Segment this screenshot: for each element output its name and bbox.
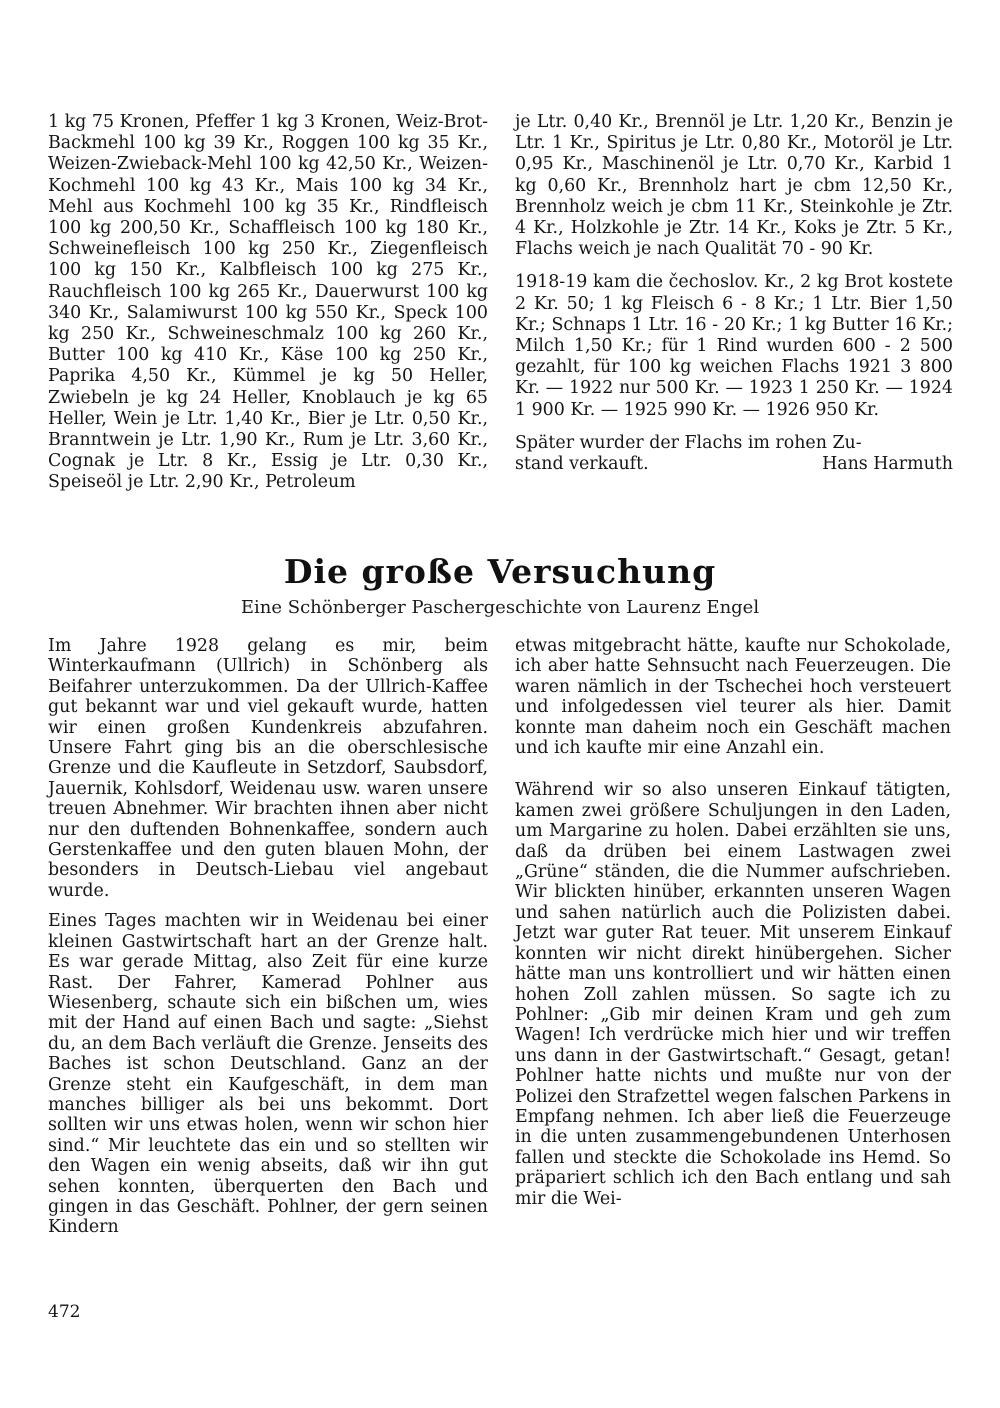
article-paragraph: Während wir so also unseren Einkauf tätigten, kamen zwei größere Schuljungen in den Laden, um Margarine zu holen. Dabei erzählten sie uns, daß da drüben bei einem Lastwagen zwei „Grüne“ ständen, die die Nummer aufschrieben. Wir blickten hinüber, erkannten unseren Wagen und sahen natürlich auch die Polizisten dabei. Jetzt war guter Rat teuer. Mit unserem Einkauf konnten wir nicht direkt hinübergehen. Sicher hätte man uns kontrolliert und wir hätten einen hohen Zoll zahlen müssen. So sagte ich zu Pohlner: „Gib mir deinen Kram und geh zum Wagen! Ich verdrücke mich hier und wir treffen uns dann in der Gastwirtschaft.“ Gesagt, getan! Pohlner hatte nichts und mußte nur von der Polizei den Strafzettel wegen falschen Parkens in Empfang nehmen. Ich aber ließ die Feuerzeuge in die unten zusammengebundenen Unterhosen fallen und steckte die Schokolade ins Hemd. So präpariert schlich ich den Bach entlang und sah mir die Wei- <box>515 780 951 1209</box>
closing-paragraph <box>515 433 953 475</box>
closing-line-1: Später wurder der Flachs im rohen Zu- <box>515 432 862 453</box>
article-title: Die große Versuchung <box>283 552 717 591</box>
article-paragraph: Eines Tages machten wir in Weidenau bei einer kleinen Gastwirtschaft hart an der Grenze halt. Es war gerade Mittag, also Zeit für eine kurze Rast. Der Fahrer, Kamerad Pohlner aus Wiesenberg, schaute sich ein bißchen um, wies mit der Hand auf einen Bach und sagte: „Siehst du, an dem Bach verläuft die Grenze. Jenseits des Baches ist schon Deutschland. Ganz an der Grenze steht ein Kaufgeschäft, in dem man manches billiger als bei uns bekommt. Dort sollten wir uns etwas holen, wenn wir schon hier sind.“ Mir leuchtete das ein und so stellten wir den Wagen ein wenig abseits, daß wir ihn gut sehen konnten, überquerten den Bach und gingen in das Geschäft. Pohlner, der gern seinen Kindern <box>48 911 488 1238</box>
article-subtitle: Eine Schönberger Paschergeschichte von Laurenz Engel <box>240 597 760 618</box>
article-paragraph: etwas mitgebracht hätte, kaufte nur Schokolade, ich aber hatte Sehnsucht nach Feuerzeugen. Die waren nämlich in der Tschechei hoch versteuert und infolgedessen viel teurer als hier. Damit konnte man daheim noch ein Geschäft machen und ich kaufte mir eine Anzahl ein. <box>515 636 951 759</box>
article-left-column <box>48 636 488 1238</box>
closing-signature-line <box>515 454 953 475</box>
price-list-paragraph: 1 kg 75 Kronen, Pfeffer 1 kg 3 Kronen, Weiz-Brot-Backmehl 100 kg 39 Kr., Roggen 100 kg 35 Kr., Weizen-Zwieback-Mehl 100 kg 42,50 Kr., Weizen-Kochmehl 100 kg 43 Kr., Mais 100 kg 34 Kr., Mehl aus Kochmehl 100 kg 35 Kr., Rindfleisch 100 kg 200,50 Kr., Schaffleisch 100 kg 180 Kr., Schweinefleisch 100 kg 250 Kr., Ziegenfleisch 100 kg 150 Kr., Kalbfleisch 100 kg 275 Kr., Rauchfleisch 100 kg 265 Kr., Dauerwurst 100 kg 340 Kr., Salamiwurst 100 kg 550 Kr., Speck 100 kg 250 Kr., Schweineschmalz 100 kg 260 Kr., Butter 100 kg 410 Kr., Käse 100 kg 250 Kr., Paprika 4,50 Kr., Kümmel je kg 50 Heller, Zwiebeln je kg 24 Heller, Knoblauch je kg 65 Heller, Wein je Ltr. 1,40 Kr., Bier je Ltr. 0,50 Kr., Branntwein je Ltr. 1,90 Kr., Rum je Ltr. 3,60 Kr., Cognak je Ltr. 8 Kr., Essig je Ltr. 0,30 Kr., Speiseöl je Ltr. 2,90 Kr., Petroleum <box>48 112 488 493</box>
article-paragraph: Im Jahre 1928 gelang es mir, beim Winterkaufmann (Ullrich) in Schönberg als Beifahrer unterzukommen. Da der Ullrich-Kaffee gut bekannt war und viel gekauft wurde, hatten wir einen großen Kundenkreis abzufahren. Unsere Fahrt ging bis an die oberschlesische Grenze und die Kaufleute in Setzdorf, Saubsdorf, Jauernik, Kohlsdorf, Weidenau usw. waren unsere treuen Abnehmer. Wir brachten ihnen aber nicht nur den duftenden Bohnenkaffee, sondern auch Gerstenkaffee und den guten blauen Mohn, der besonders in Deutsch-Liebau viel angebaut wurde. <box>48 636 488 901</box>
page-number: 472 <box>48 1302 81 1322</box>
upper-left-column <box>48 112 488 494</box>
currency-history-paragraph: 1918-19 kam die čechoslov. Kr., 2 kg Brot kostete 2 Kr. 50; 1 kg Fleisch 6 - 8 Kr.; 1 Ltr. Bier 1,50 Kr.; Schnaps 1 Ltr. 16 - 20 Kr.; 1 kg Butter 16 Kr.; Milch 1,50 Kr.; für 1 Rind wurden 600 - 2 500 gezahlt, für 100 kg weichen Flachs 1921 3 800 Kr. — 1922 nur 500 Kr. — 1923 1 250 Kr. — 1924 1 900 Kr. — 1925 990 Kr. — 1926 950 Kr. <box>515 272 953 420</box>
closing-line-2: stand verkauft. <box>515 454 649 475</box>
price-list-continued-paragraph: je Ltr. 0,40 Kr., Brennöl je Ltr. 1,20 Kr., Benzin je Ltr. 1 Kr., Spiritus je Ltr. 0,80 Kr., Motoröl je Ltr. 0,95 Kr., Maschinenöl je Ltr. 0,70 Kr., Karbid 1 kg 0,60 Kr., Brennholz hart je cbm 12,50 Kr., Brennholz weich je cbm 11 Kr., Steinkohle je Ztr. 4 Kr., Holzkohle je Ztr. 14 Kr., Koks je Ztr. 5 Kr., Flachs weich je nach Qualität 70 - 90 Kr. <box>515 112 953 260</box>
upper-right-column <box>515 112 953 475</box>
author-signature: Hans Harmuth <box>822 454 953 475</box>
article-right-column <box>515 636 951 1209</box>
